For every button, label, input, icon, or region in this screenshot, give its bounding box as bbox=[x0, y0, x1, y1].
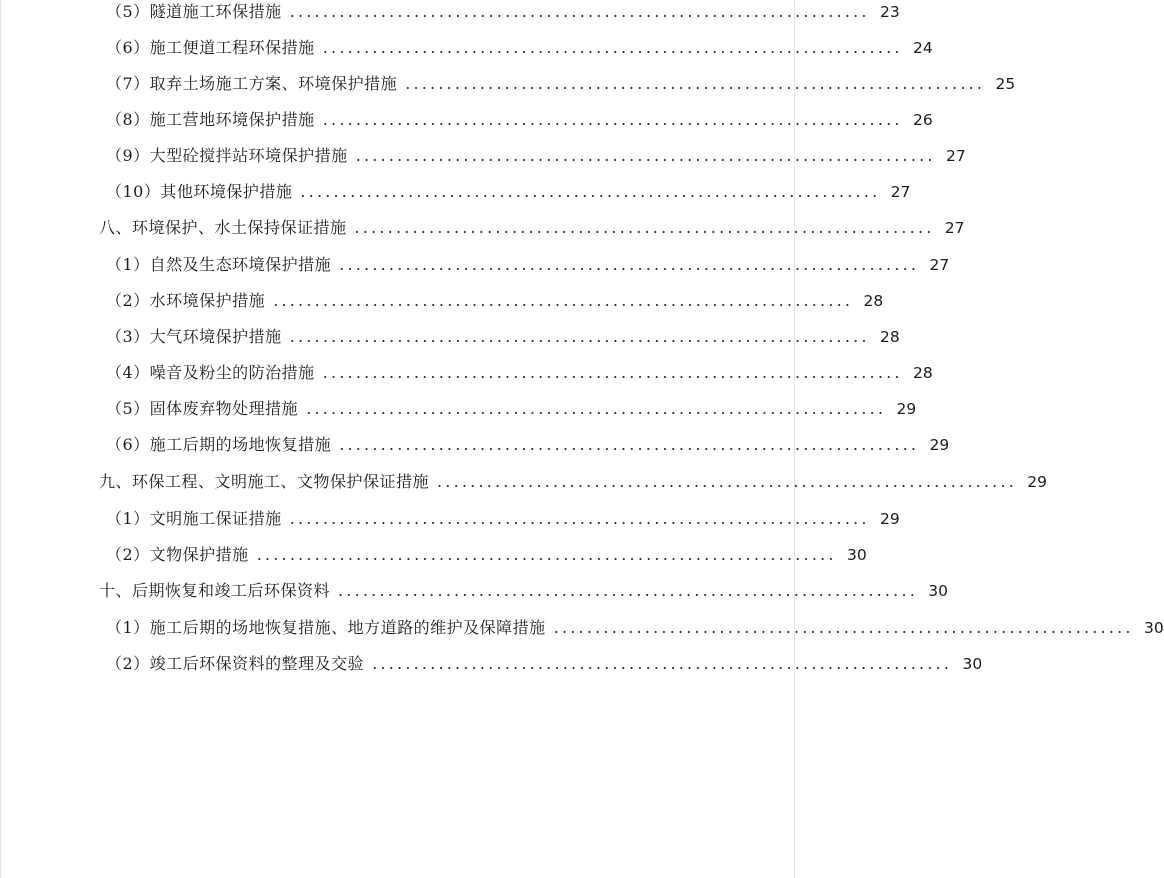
toc-entry-page: 29 bbox=[929, 436, 950, 454]
toc-dot-leader: ...................................................................... bbox=[322, 38, 903, 57]
toc-dot-leader: ...................................................................... bbox=[553, 618, 1134, 637]
toc-entry[interactable] bbox=[106, 253, 950, 277]
toc-entry-title: （5）固体废弃物处理措施 bbox=[106, 399, 299, 418]
toc-entry-page: 29 bbox=[879, 510, 900, 528]
toc-entry-page: 28 bbox=[863, 292, 884, 310]
toc-entry[interactable] bbox=[106, 616, 1164, 640]
toc-entry-title: （5）隧道施工环保措施 bbox=[106, 2, 282, 21]
toc-dot-leader: ...................................................................... bbox=[372, 654, 953, 673]
toc-entry-title: （1）施工后期的场地恢复措施、地方道路的维护及保障措施 bbox=[106, 618, 546, 637]
toc-dot-leader: ...................................................................... bbox=[405, 74, 986, 93]
toc-entry-title: （9）大型砼搅拌站环境保护措施 bbox=[106, 146, 348, 165]
toc-dot-leader: ...................................................................... bbox=[355, 146, 936, 165]
toc-entry[interactable] bbox=[106, 180, 911, 204]
toc-entry-page: 30 bbox=[928, 582, 949, 600]
toc-dot-leader: ...................................................................... bbox=[306, 399, 887, 418]
toc-entry[interactable] bbox=[106, 0, 900, 24]
toc-entry[interactable] bbox=[106, 507, 900, 531]
toc-entry[interactable] bbox=[106, 361, 933, 385]
toc-entry-title: （2）文物保护措施 bbox=[106, 545, 249, 564]
toc-entry-title: 十、后期恢复和竣工后环保资料 bbox=[99, 581, 331, 600]
toc-entry-title: （3）大气环境保护措施 bbox=[106, 327, 282, 346]
toc-entry-title: （2）竣工后环保资料的整理及交验 bbox=[106, 654, 365, 673]
toc-entry[interactable] bbox=[106, 397, 917, 421]
toc-entry-title: （6）施工便道工程环保措施 bbox=[106, 38, 315, 57]
toc-entry-title: 八、环境保护、水土保持保证措施 bbox=[99, 218, 347, 237]
toc-entry-page: 27 bbox=[944, 219, 965, 237]
toc-entry-title: （1）文明施工保证措施 bbox=[106, 509, 282, 528]
toc-entry[interactable] bbox=[106, 652, 983, 676]
toc-entry[interactable] bbox=[106, 433, 950, 457]
toc-dot-leader: ...................................................................... bbox=[300, 182, 881, 201]
toc-dot-leader: ...................................................................... bbox=[338, 581, 919, 600]
toc-entry[interactable] bbox=[106, 36, 933, 60]
toc-entry-page: 27 bbox=[945, 147, 966, 165]
toc-entry-page: 29 bbox=[896, 400, 917, 418]
toc-entry-page: 27 bbox=[929, 256, 950, 274]
toc-entry-title: （10）其他环境保护措施 bbox=[106, 182, 293, 201]
toc-entry[interactable] bbox=[106, 543, 867, 567]
toc-entry-page: 30 bbox=[846, 546, 867, 564]
toc-entry-page: 24 bbox=[912, 39, 933, 57]
toc-entry-page: 30 bbox=[1143, 619, 1164, 637]
toc-entry[interactable] bbox=[106, 144, 966, 168]
toc-entry-title: （4）噪音及粉尘的防治措施 bbox=[106, 363, 315, 382]
toc-entry-title: （8）施工营地环境保护措施 bbox=[106, 110, 315, 129]
toc-dot-leader: ...................................................................... bbox=[322, 363, 903, 382]
toc-dot-leader: ...................................................................... bbox=[437, 472, 1018, 491]
toc-entry-title: （2）水环境保护措施 bbox=[106, 291, 266, 310]
toc-entry[interactable] bbox=[106, 289, 884, 313]
toc-entry[interactable] bbox=[106, 108, 933, 132]
toc-entry[interactable] bbox=[99, 470, 1048, 494]
toc-dot-leader: ...................................................................... bbox=[339, 255, 920, 274]
toc-entry[interactable] bbox=[99, 579, 949, 603]
toc-dot-leader: ...................................................................... bbox=[339, 435, 920, 454]
toc-entry-page: 28 bbox=[879, 328, 900, 346]
toc-entry-title: （7）取弃土场施工方案、环境保护措施 bbox=[106, 74, 398, 93]
toc-entry-page: 26 bbox=[912, 111, 933, 129]
toc-dot-leader: ...................................................................... bbox=[322, 110, 903, 129]
toc-dot-leader: ...................................................................... bbox=[354, 218, 935, 237]
toc-entry-title: （1）自然及生态环境保护措施 bbox=[106, 255, 332, 274]
toc-entry-page: 27 bbox=[890, 183, 911, 201]
toc-entry-title: （6）施工后期的场地恢复措施 bbox=[106, 435, 332, 454]
toc-entry-page: 30 bbox=[962, 655, 983, 673]
toc-dot-leader: ...................................................................... bbox=[289, 327, 870, 346]
toc-entry[interactable] bbox=[106, 325, 900, 349]
toc-entry-page: 28 bbox=[912, 364, 933, 382]
toc-entry-page: 25 bbox=[995, 75, 1016, 93]
toc-dot-leader: ...................................................................... bbox=[273, 291, 854, 310]
toc-dot-leader: ...................................................................... bbox=[256, 545, 837, 564]
toc-entry-page: 29 bbox=[1027, 473, 1048, 491]
toc-entry[interactable] bbox=[106, 72, 1016, 96]
toc-entry-title: 九、环保工程、文明施工、文物保护保证措施 bbox=[99, 472, 430, 491]
toc-dot-leader: ...................................................................... bbox=[289, 2, 870, 21]
toc-entry-page: 23 bbox=[879, 3, 900, 21]
toc-dot-leader: ...................................................................... bbox=[289, 509, 870, 528]
toc-entry[interactable] bbox=[99, 216, 965, 240]
